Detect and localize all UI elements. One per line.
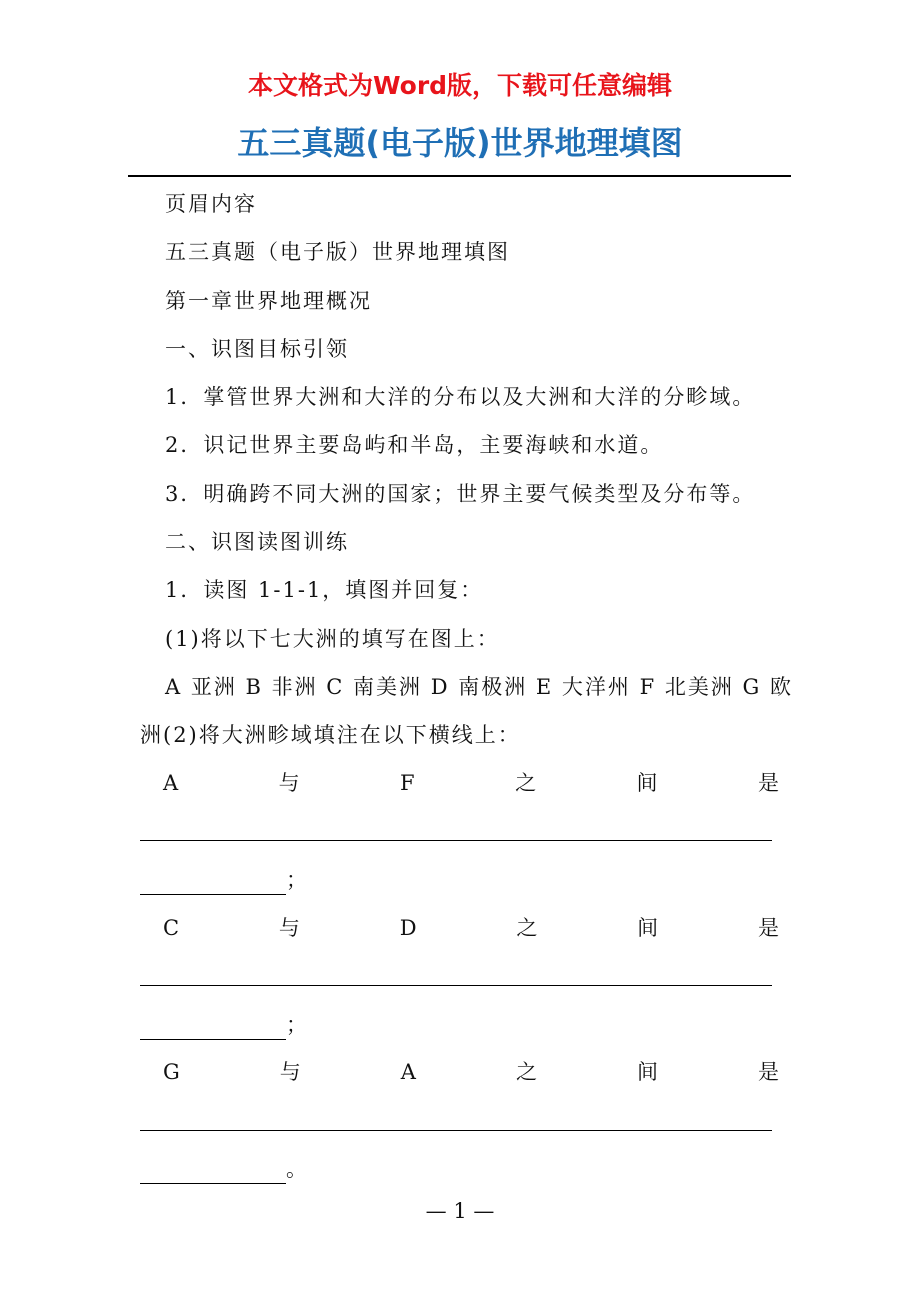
continent-list: A 亚洲 B 非洲 C 南美洲 D 南极洲 E 大洋州 F 北美洲 G 欧	[165, 675, 793, 699]
section-heading-2: 二、识图读图训练	[165, 530, 349, 554]
word-yu: 与	[279, 1060, 301, 1084]
answer-blank-line-1[interactable]	[140, 840, 772, 841]
title-divider	[128, 175, 791, 177]
answer-blank-tail-2[interactable]	[140, 1010, 307, 1040]
goal-item-1: 1．掌管世界大洲和大洋的分布以及大洲和大洋的分畛域。	[165, 385, 756, 409]
goal-item-2: 2．识记世界主要岛屿和半岛，主要海峡和水道。	[165, 433, 664, 457]
answer-blank-line-2[interactable]	[140, 985, 772, 986]
word-zhi: 之	[515, 771, 537, 795]
section-heading-1: 一、识图目标引领	[165, 337, 349, 361]
question-1: 1．读图 1-1-1，填图并回复：	[165, 578, 484, 602]
answer-blank-short-3[interactable]	[140, 1161, 286, 1184]
word-yu: 与	[278, 916, 300, 940]
word-jian: 间	[636, 771, 658, 795]
answer-blank-tail-3[interactable]	[140, 1154, 307, 1184]
word-shi: 是	[757, 771, 779, 795]
boundary-question-1	[163, 768, 779, 798]
header-text: 页眉内容	[165, 192, 257, 216]
document-title: 五三真题(电子版)世界地理填图	[237, 124, 683, 162]
boundary-question-2	[163, 913, 779, 943]
answer-blank-tail-1[interactable]	[140, 865, 307, 895]
continent-list-continued: 洲(2)将大洲畛域填注在以下横线上：	[140, 723, 521, 747]
word-yu: 与	[278, 771, 300, 795]
word-zhi: 之	[516, 916, 538, 940]
continent-letter-b: D	[399, 916, 417, 940]
chapter-heading: 第一章世界地理概况	[165, 289, 372, 313]
word-shi: 是	[757, 916, 779, 940]
doc-name-line: 五三真题（电子版）世界地理填图	[165, 240, 510, 264]
page-number: — 1 —	[425, 1199, 495, 1223]
continent-letter-b: A	[400, 1060, 416, 1084]
question-1-part-1: (1)将以下七大洲的填写在图上：	[165, 627, 500, 651]
boundary-question-3	[163, 1057, 779, 1087]
goal-item-3: 3．明确跨不同大洲的国家；世界主要气候类型及分布等。	[165, 482, 756, 506]
word-shi: 是	[757, 1060, 779, 1084]
word-jian: 间	[636, 1060, 658, 1084]
answer-blank-short-2[interactable]	[140, 1017, 286, 1040]
answer-blank-line-3[interactable]	[140, 1130, 772, 1131]
word-jian: 间	[637, 916, 659, 940]
continent-letter-a: A	[163, 771, 179, 795]
format-notice-banner: 本文格式为Word版，下载可任意编辑	[247, 71, 673, 100]
blank-end-punctuation: ；	[286, 868, 307, 892]
blank-end-punctuation: ；	[286, 1013, 307, 1037]
continent-letter-a: G	[163, 1060, 180, 1084]
answer-blank-short-1[interactable]	[140, 872, 286, 895]
word-zhi: 之	[515, 1060, 537, 1084]
continent-letter-a: C	[163, 916, 180, 940]
blank-end-punctuation: 。	[286, 1157, 307, 1181]
continent-letter-b: F	[400, 771, 415, 795]
